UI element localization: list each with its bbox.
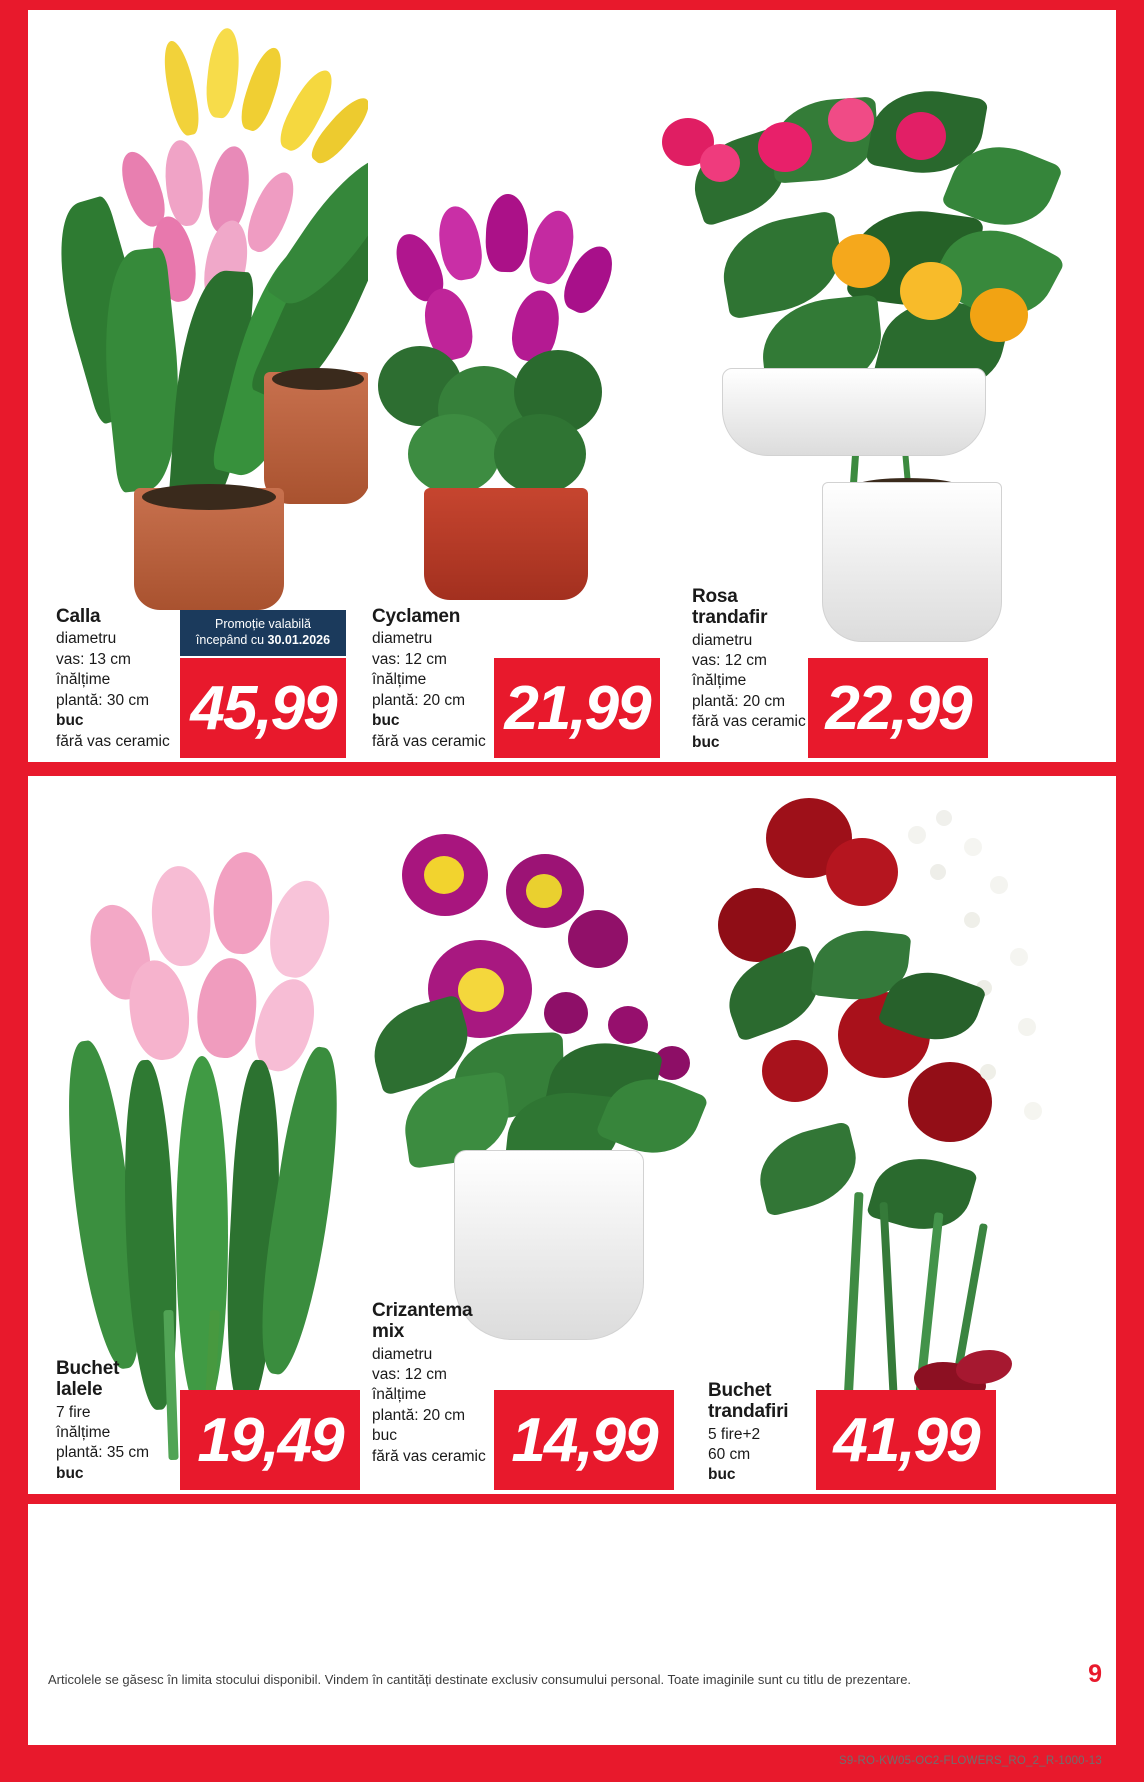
product-name-line2: trandafir [692,607,768,629]
price-box-trandafiri [816,1390,996,1490]
promo-badge-date: 30.01.2026 [267,632,331,647]
price-box-crizantema [494,1390,674,1490]
spec-line: plantă: 20 cm [372,691,466,709]
spec-line: diametru [56,630,117,648]
spec-line-unit: buc [56,1464,84,1482]
article-code: S9-RO-KW05-OC2-FLOWERS_RO_2_R-1000-13 [838,1755,1102,1767]
spec-line: plantă: 30 cm [56,691,150,709]
product-name-line1: Rosa [692,586,738,607]
spec-line: înălțime [372,1386,427,1404]
spec-line: 5 fire+2 [708,1425,761,1443]
promo-badge [180,610,346,656]
spec-line: plantă: 20 cm [372,1406,466,1424]
spec-line: vas: 12 cm [372,1365,447,1383]
spec-line-unit: buc [56,712,84,730]
catalog-page [28,10,1116,1767]
spec-line: plantă: 35 cm [56,1444,150,1462]
spec-line: fără vas ceramic [692,713,806,731]
spec-line: vas: 12 cm [372,650,447,668]
spec-line: vas: 12 cm [692,651,767,669]
spec-line: vas: 13 cm [56,650,131,668]
spec-line: înălțime [56,1423,111,1441]
price-value: 19,49 [197,1405,343,1475]
bottom-divider [28,1494,1116,1504]
spec-line-unit: buc [708,1466,736,1484]
product-name-line2: mix [372,1321,405,1343]
rose-plant-photo [652,50,1092,650]
spec-line: diametru [692,631,753,649]
price-box-rosa [808,658,988,758]
spec-line: diametru [372,630,433,648]
spec-line: fără vas ceramic [372,732,486,750]
spec-line: 7 fire [56,1403,91,1421]
footer-disclaimer: Articolele se găsesc în limita stocului disponibil. Vindem în cantități destinate exclusiv consumului personal. Toate imaginile sunt cu titlu de prezentare. [48,1672,912,1687]
price-value: 41,99 [833,1405,979,1475]
product-name-line1: Buchet [56,1358,120,1379]
spec-line: înălțime [372,671,427,689]
spec-line-unit: buc [372,712,400,730]
red-roses-bouquet-photo [718,772,1118,1482]
spec-line: fără vas ceramic [56,732,170,750]
price-box-calla [180,658,346,758]
price-value: 21,99 [504,673,650,743]
chrysanthemum-mix-photo [358,810,728,1350]
product-name-line1: Crizantema [372,1300,473,1321]
spec-line: buc [372,1427,397,1445]
calla-plant-photo [48,20,368,610]
spec-line: 60 cm [708,1445,751,1463]
price-value: 14,99 [511,1405,657,1475]
spec-line: înălțime [692,672,747,690]
product-name-line2: trandafiri [708,1401,789,1423]
page-number: 9 [1088,1660,1102,1688]
price-box-cyclamen [494,658,660,758]
price-value: 22,99 [825,673,971,743]
promo-badge-line2-prefix: începând cu [195,632,268,647]
product-name: Calla [56,606,101,627]
spec-line-unit: buc [692,733,720,751]
product-name-line1: Buchet [708,1380,772,1401]
product-name [692,586,982,629]
product-name: Cyclamen [372,606,461,627]
cyclamen-plant-photo [364,170,654,610]
spec-line: plantă: 20 cm [692,692,786,710]
price-value: 45,99 [190,673,336,743]
product-name-line2: lalele [56,1379,103,1401]
spec-line: înălțime [56,671,111,689]
spec-line: diametru [372,1345,433,1363]
product-name [372,1300,652,1343]
promo-badge-line1: Promoție valabilă [215,617,311,631]
spec-line: fără vas ceramic [372,1447,486,1465]
price-box-lalele [180,1390,360,1490]
